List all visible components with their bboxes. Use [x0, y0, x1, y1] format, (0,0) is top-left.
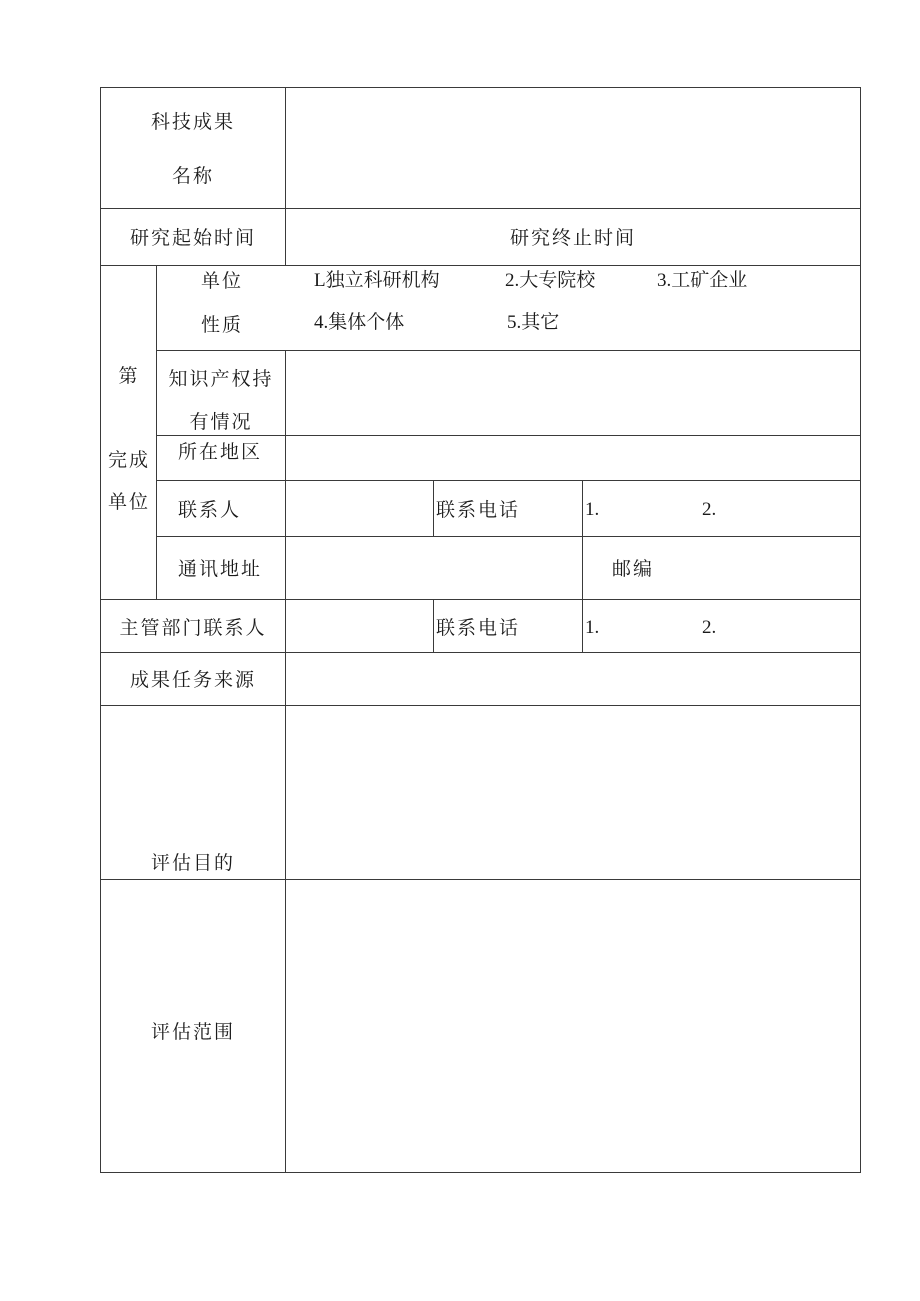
unit-nature-label-line2: 性质 [200, 314, 244, 336]
row-line-3 [156, 350, 861, 351]
region-input[interactable] [287, 437, 859, 479]
first-unit-label-line3: 单位 [107, 491, 151, 513]
row-line-8 [100, 652, 861, 653]
row-line-7 [100, 599, 861, 600]
purpose-label: 评估目的 [150, 852, 236, 874]
table-border-left [100, 87, 101, 1173]
address-label: 通讯地址 [178, 558, 263, 580]
table-border-top [100, 87, 861, 88]
supervisor-divider-b [582, 599, 583, 652]
achievement-name-input[interactable] [287, 89, 859, 207]
address-divider [582, 536, 583, 599]
supervisor-contact-input[interactable] [287, 601, 432, 651]
region-label: 所在地区 [178, 441, 263, 463]
scope-label: 评估范围 [150, 1021, 236, 1043]
nature-option-4[interactable]: 4.集体个体 [314, 312, 405, 333]
unit-nature-label-line1: 单位 [200, 270, 244, 292]
row-line-10 [100, 879, 861, 880]
table-border-bottom [100, 1172, 861, 1173]
supervisor-phone-slot-2[interactable]: 2. [702, 617, 717, 638]
task-source-input[interactable] [287, 654, 859, 704]
contact-label: 联系人 [178, 499, 242, 521]
label-column-divider [285, 87, 286, 265]
achievement-name-label-line1: 科技成果 [150, 111, 236, 133]
supervisor-phone-slot-1[interactable]: 1. [585, 617, 600, 638]
phone-label: 联系电话 [436, 499, 521, 521]
contact-divider-a [433, 480, 434, 536]
row-line-9 [100, 705, 861, 706]
label-column-divider-lower [285, 350, 286, 1172]
end-time-label: 研究终止时间 [509, 227, 637, 249]
row-line-6 [156, 536, 861, 537]
task-source-label: 成果任务来源 [129, 669, 257, 691]
row-line-5 [156, 480, 861, 481]
first-unit-label-line2: 完成 [107, 449, 151, 471]
phone-slot-2[interactable]: 2. [702, 499, 717, 520]
contact-divider-b [582, 480, 583, 536]
first-unit-sub-divider [156, 265, 157, 600]
table-border-right [860, 87, 861, 1173]
supervisor-phone-label: 联系电话 [436, 617, 521, 639]
purpose-input[interactable] [287, 707, 859, 878]
nature-option-1[interactable]: L独立科研机构 [314, 270, 440, 291]
postcode-label: 邮编 [612, 558, 655, 580]
nature-option-3[interactable]: 3.工矿企业 [657, 270, 748, 291]
scope-input[interactable] [287, 881, 859, 1171]
nature-option-5[interactable]: 5.其它 [507, 312, 560, 333]
ip-status-label-line1: 知识产权持 [168, 368, 274, 390]
phone-slot-1[interactable]: 1. [585, 499, 600, 520]
supervisor-divider-a [433, 599, 434, 652]
nature-option-2[interactable]: 2.大专院校 [505, 270, 596, 291]
achievement-name-label-line2: 名称 [171, 165, 215, 187]
row-line-1 [100, 208, 861, 209]
supervisor-contact-label: 主管部门联系人 [119, 617, 267, 639]
row-line-4 [156, 435, 861, 436]
address-input[interactable] [287, 538, 581, 598]
contact-input[interactable] [287, 482, 432, 535]
first-unit-label-line1: 第 [118, 365, 140, 387]
row-line-2 [100, 265, 861, 266]
ip-status-input[interactable] [287, 352, 859, 434]
ip-status-label-line2: 有情况 [189, 411, 253, 433]
start-time-label: 研究起始时间 [129, 227, 257, 249]
